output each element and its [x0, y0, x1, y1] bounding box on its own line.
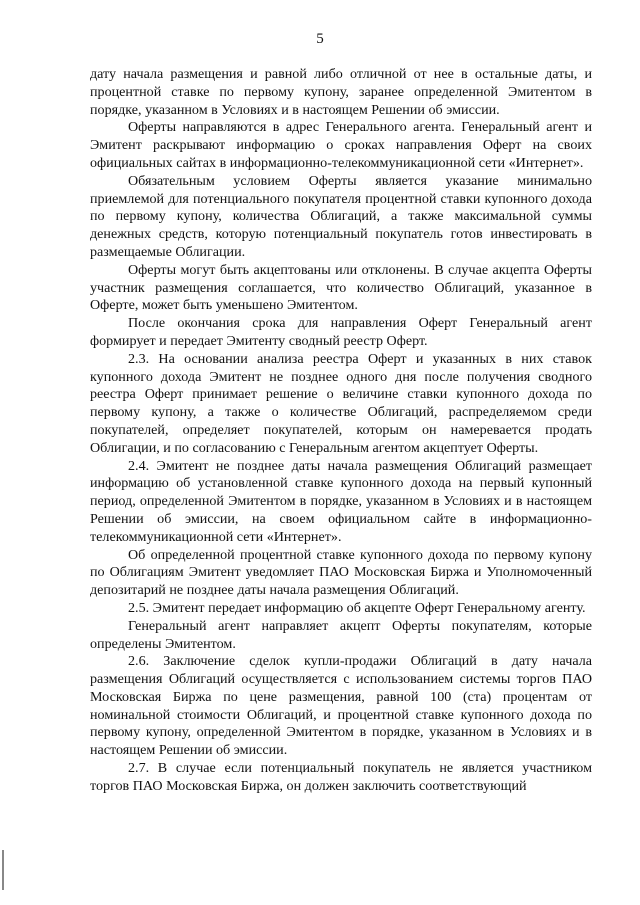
paragraph-agent-acceptance: Генеральный агент направляет акцепт Оферты покупателям, которые определены Эмитентом.: [90, 617, 592, 652]
scan-edge-mark: [2, 850, 4, 890]
body-text: [90, 66, 592, 796]
paragraph-offers-acceptance: Оферты могут быть акцептованы или отклонены. В случае акцепта Оферты участник размещения соглашается, что количество Облигаций, указанное в Оферте, может быть уменьшено Эмитентом.: [90, 261, 592, 314]
paragraph-offers-address: Оферты направляются в адрес Генерального агента. Генеральный агент и Эмитент раскрывают информацию о сроках направления Оферт на своих официальных сайтах в информационно-телекоммуникационной сети «Интернет».: [90, 119, 592, 171]
paragraph-2-6: 2.6. Заключение сделок купли-продажи Облигаций в дату начала размещения Облигаций осуществляется с использованием системы торгов ПАО Московская Биржа по цене размещения, равной 100 (ста) процентам от номинальной стоимости Облигаций, и процентной ставке купонного дохода по первому купону, определенной Эмитентом в порядке, указанном в Условиях и в настоящем Решении об эмиссии.: [90, 653, 592, 759]
paragraph-2-5: 2.5. Эмитент передает информацию об акцепте Оферт Генеральному агенту.: [128, 599, 586, 616]
paragraph-2-7: 2.7. В случае если потенциальный покупатель не является участником торгов ПАО Московская Биржа, он должен заключить соответствующий: [90, 760, 592, 794]
paragraph-2-4: 2.4. Эмитент не позднее даты начала размещения Облигаций размещает информацию об установленной ставке купонного дохода на первый купонный период, определенной Эмитентом в порядке, указанном в Условиях и в настоящем Решении об эмиссии, на своем официальном сайте в информационно-телекоммуникационной сети «Интернет».: [90, 457, 592, 545]
paragraph-2-3: 2.3. На основании анализа реестра Оферт и указанных в них ставок купонного дохода Эмитент не позднее одного дня после получения сводного реестра Оферт принимает решение о величине ставки купонного дохода по первому купону, а также о количестве Облигаций, распределяемом среди покупателей, определяет покупателей, которым он намеревается продать Облигации, и по согласованию с Генеральным агентом акцептует Оферты.: [90, 350, 592, 456]
paragraph-mandatory-condition: Обязательным условием Оферты является указание минимально приемлемой для потенциального покупателя процентной ставки купонного дохода по первому купону, количества Облигаций, а также максимальной суммы денежных средств, которую потенциальный покупатель готов инвестировать в размещаемые Облигации.: [90, 172, 592, 260]
paragraph-rate-notice: Об определенной процентной ставке купонного дохода по первому купону по Облигациям Эмитент уведомляет ПАО Московская Биржа и Уполномоченный депозитарий не позднее даты начала размещения Облигаций.: [90, 546, 592, 599]
page-number: 5: [316, 31, 324, 47]
paragraph-consolidated-register: После окончания срока для направления Оферт Генеральный агент формирует и передает Эмитенту сводный реестр Оферт.: [90, 315, 592, 349]
paragraph-continuation: дату начала размещения и равной либо отличной от нее в остальные даты, и процентной ставке по первому купону, заранее определенной Эмитентом в порядке, указанном в Условиях и в настоящем Решении об эмиссии.: [90, 66, 592, 118]
